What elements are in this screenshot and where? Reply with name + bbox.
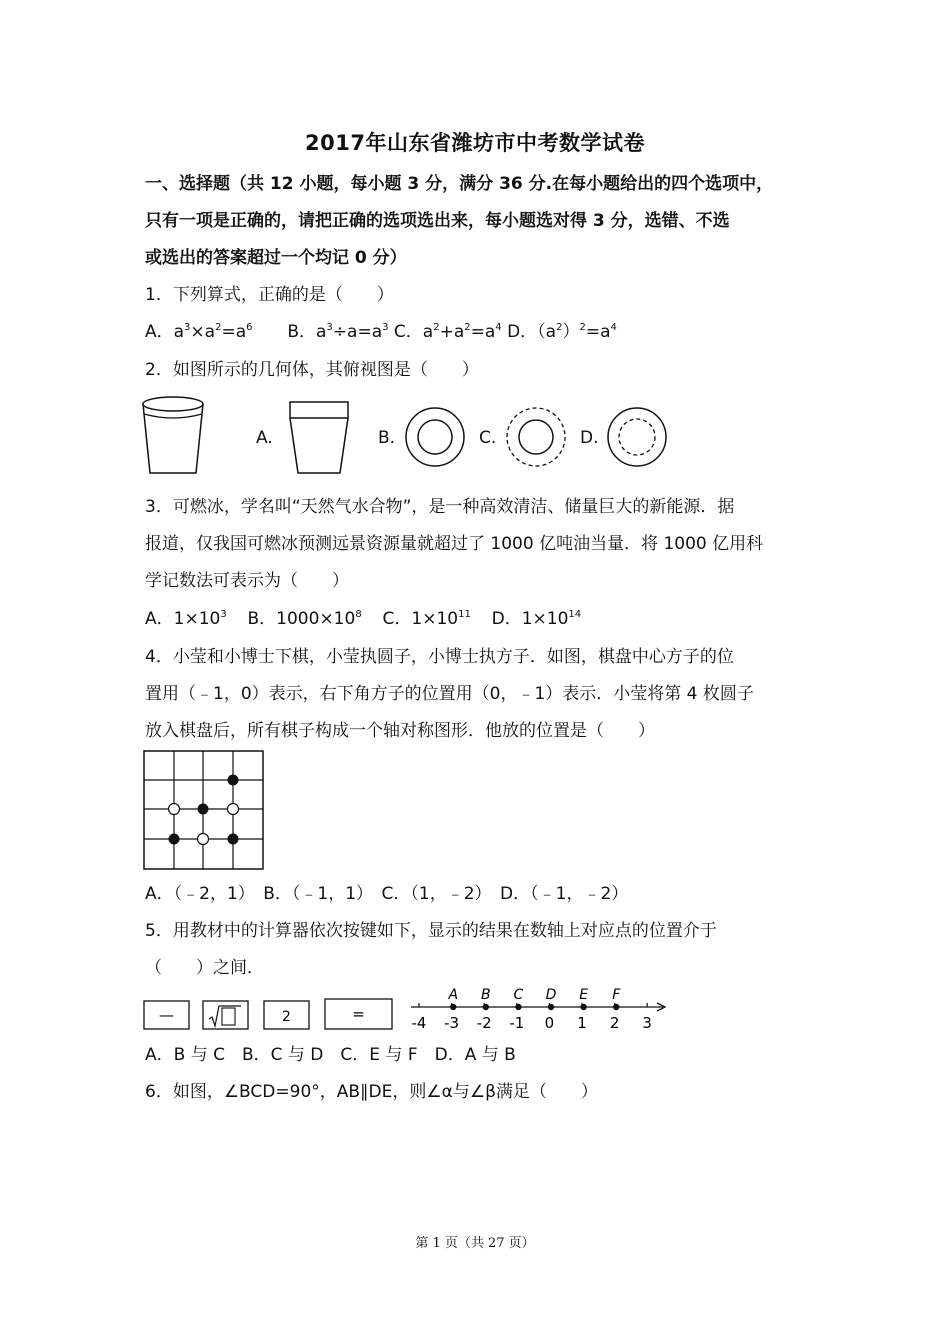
question-4-line-3: 放入棋盘后，所有棋子构成一个轴对称图形．他放的位置是（ ） — [145, 721, 655, 741]
question-3-line-3: 学记数法可表示为（ ） — [145, 571, 349, 591]
page-title: 2017年山东省潍坊市中考数学试卷 — [305, 131, 645, 155]
question-6-stem: 6．如图，∠BCD=90°，AB∥DE，则∠α与∠β满足（ ） — [145, 1082, 598, 1102]
question-3-line-1: 3．可燃冰，学名叫“天然气水合物”，是一种高效清洁、储量巨大的新能源．据 — [145, 497, 735, 517]
key-minus — [144, 1001, 189, 1029]
q1-option-a: A．$a^3\times a^2=a^6$ — [145, 322, 253, 342]
question-3-line-2: 报道，仅我国可燃冰预测远景资源量就超过了 1000 亿吨油当量．将 1000 亿用科 — [145, 534, 764, 554]
number-line-point — [515, 1004, 521, 1010]
calculator-keys-figure — [143, 997, 393, 1033]
svg-text:=: = — [352, 1005, 365, 1023]
q3-option-d: D．$1\times 10^{14}$ — [491, 609, 582, 629]
q2-label-d: D. — [580, 428, 599, 448]
number-line-point — [613, 1004, 619, 1010]
number-line-point-label: E — [579, 987, 589, 1003]
section-instructions-line-2: 只有一项是正确的，请把正确的选项选出来，每小题选对得 3 分，选错、不选 — [145, 211, 730, 231]
question-3-options — [145, 608, 581, 630]
section-instructions-line-3: 或选出的答案超过一个均记 0 分） — [145, 248, 407, 268]
black-piece — [228, 834, 239, 845]
white-piece — [169, 804, 180, 815]
q2-label-a: A. — [256, 428, 273, 448]
black-piece — [198, 804, 209, 815]
number-line-tick-label: -2 — [476, 1014, 492, 1032]
number-line-point-label: D — [545, 987, 557, 1003]
cup-solid-figure — [143, 397, 203, 473]
black-piece — [169, 834, 180, 845]
number-line-point — [450, 1004, 456, 1010]
number-line-point-label: F — [612, 987, 621, 1003]
number-line-tick-label: -1 — [509, 1014, 525, 1032]
key-equals — [325, 999, 392, 1029]
q3-option-c: C．$1\times 10^{11}$ — [382, 609, 471, 629]
number-line-tick-label: -4 — [411, 1014, 427, 1032]
q1-option-b: B．$a^3\div a=a^3$ — [287, 322, 389, 342]
question-4-line-1: 4．小莹和小博士下棋，小莹执圆子，小博士执方子．如图，棋盘中心方子的位 — [145, 647, 734, 667]
number-line-tick-label: 2 — [609, 1014, 620, 1032]
option-c-dashed-outer-circle — [507, 408, 565, 466]
key-2 — [264, 1001, 309, 1029]
q3-option-a: A．$1\times 10^3$ — [145, 609, 227, 629]
white-piece — [228, 804, 239, 815]
q1-option-c: C．$a^2+a^2=a^4$ — [393, 322, 502, 342]
q2-label-b: B. — [378, 428, 396, 448]
number-line-point-label: A — [448, 987, 459, 1003]
number-line-figure — [405, 983, 670, 1033]
number-line-tick-label: -3 — [444, 1014, 460, 1032]
question-1-options — [145, 321, 617, 343]
number-line-tick-label: 1 — [577, 1014, 587, 1032]
section-instructions-line-1: 一、选择题（共 12 小题，每小题 3 分，满分 36 分.在每小题给出的四个选项中， — [145, 174, 774, 194]
option-b-concentric-circles — [406, 408, 464, 466]
white-piece — [198, 834, 209, 845]
number-line-tick-label: 3 — [642, 1014, 652, 1032]
question-5-line-1: 5．用教材中的计算器依次按键如下，显示的结果在数轴上对应点的位置介于 — [145, 921, 717, 941]
q3-option-b: B．$1000\times 10^8$ — [247, 609, 362, 629]
number-line-point-label: C — [513, 987, 524, 1003]
question-4-line-2: 置用（﹣1，0）表示，右下角方子的位置用（0，﹣1）表示．小莹将第 4 枚圆子 — [145, 684, 754, 704]
number-line-tick-label: 0 — [544, 1014, 555, 1032]
number-line-point — [483, 1004, 489, 1010]
page-footer: 第 1 页（共 27 页） — [415, 1236, 535, 1251]
svg-text:2: 2 — [282, 1009, 291, 1025]
option-d-dashed-inner-circle — [608, 408, 666, 466]
svg-text:—: — — [159, 1006, 174, 1024]
question-2-stem: 2．如图所示的几何体，其俯视图是（ ） — [145, 360, 479, 380]
number-line-point-label: B — [481, 987, 491, 1003]
chess-board-figure — [143, 750, 265, 872]
question-5-options: A．B 与 C B．C 与 D C．E 与 F D．A 与 B — [145, 1045, 516, 1065]
question-1-stem: 1．下列算式，正确的是（ ） — [145, 285, 394, 305]
q2-label-c: C. — [479, 428, 497, 448]
number-line-point — [548, 1004, 554, 1010]
q1-option-d: D．$(a^2)^2=a^4$ — [507, 322, 617, 342]
question-2-figure — [140, 390, 680, 490]
number-line-point — [580, 1004, 586, 1010]
option-a-front-view — [290, 402, 348, 473]
question-4-options: A．（﹣2，1） B．（﹣1，1） C．（1，﹣2） D．（﹣1，﹣2） — [145, 884, 629, 904]
black-piece — [228, 775, 239, 786]
question-5-line-2: （ ）之间． — [145, 958, 264, 978]
key-sqrt — [203, 1001, 248, 1029]
